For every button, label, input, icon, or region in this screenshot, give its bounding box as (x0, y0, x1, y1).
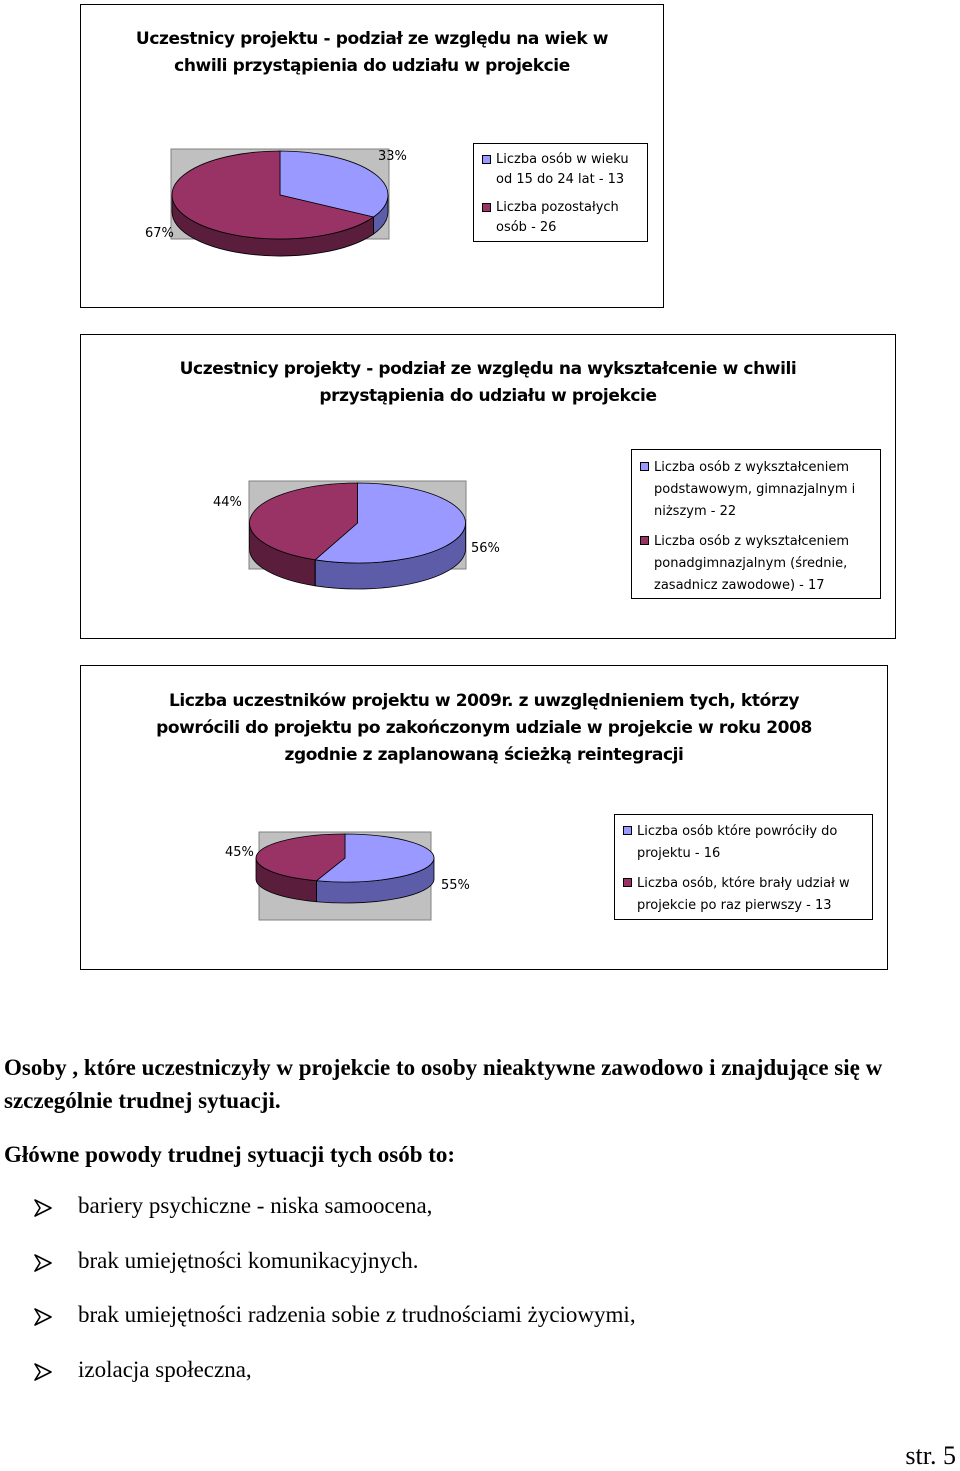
legend-swatch (623, 878, 632, 887)
age-chart-title: Uczestnicy projektu - podział ze względu na wiek w chwili przystąpienia do udziału w projekcie (135, 29, 609, 76)
legend-item: Liczba osób które powróciły do projektu - 16 (623, 821, 864, 865)
slice-label-1: 56% (471, 541, 500, 556)
arrow-bullet-icon (34, 1363, 52, 1381)
slice-label-1: 55% (441, 878, 470, 893)
age-pie (171, 149, 389, 239)
legend-swatch (482, 203, 491, 212)
age-legend (473, 143, 648, 242)
participants-2009-legend (614, 814, 873, 920)
slice-label-2: 45% (225, 845, 254, 860)
reasons-heading: Główne powody trudnej sytuacji tych osób to: (4, 1142, 456, 1167)
legend-swatch (623, 826, 632, 835)
page-number: str. 5 (905, 1441, 956, 1470)
legend-swatch (640, 462, 649, 471)
slice-label-2: 67% (145, 226, 174, 241)
education-pie (249, 481, 466, 569)
situation-paragraph: Osoby , które uczestniczyły w projekcie to osoby nieaktywne zawodowo i znajdujące się w szczególnie trudnej sytuacji. (4, 1055, 883, 1113)
legend-item: Liczba osób z wykształceniem podstawowym, gimnazjalnym i niższym - 22 (640, 457, 872, 523)
arrow-bullet-icon (34, 1199, 52, 1217)
slice-label-1: 33% (378, 149, 407, 164)
legend-swatch (482, 155, 491, 164)
legend-swatch (640, 536, 649, 545)
education-chart (80, 334, 896, 639)
education-legend (631, 449, 881, 599)
participants-2009-chart-title: Liczba uczestników projektu w 2009r. z uwzględnieniem tych, którzy powrócili do projektu po zakończonym udziale w projekcie w roku 2008 zgodnie z zaplanowaną ścieżką reintegracji (156, 691, 812, 765)
arrow-bullet-icon (34, 1308, 52, 1326)
legend-item: Liczba osób z wykształceniem ponadgimnazjalnym (średnie, zasadnicz zawodowe) - 17 (640, 531, 872, 597)
legend-item: Liczba pozostałych osób - 26 (482, 198, 639, 238)
education-chart-title: Uczestnicy projekty - podział ze względu na wykształcenie w chwili przystąpienia do udziału w projekcie (179, 359, 797, 406)
age-chart (80, 4, 664, 308)
legend-item: Liczba osób w wieku od 15 do 24 lat - 13 (482, 150, 639, 190)
legend-item: Liczba osób, które brały udział w projekcie po raz pierwszy - 13 (623, 873, 864, 917)
participants-2009-chart (80, 665, 888, 970)
arrow-bullet-icon (34, 1254, 52, 1272)
slice-label-2: 44% (213, 495, 242, 510)
participants-2009-pie (259, 832, 431, 920)
